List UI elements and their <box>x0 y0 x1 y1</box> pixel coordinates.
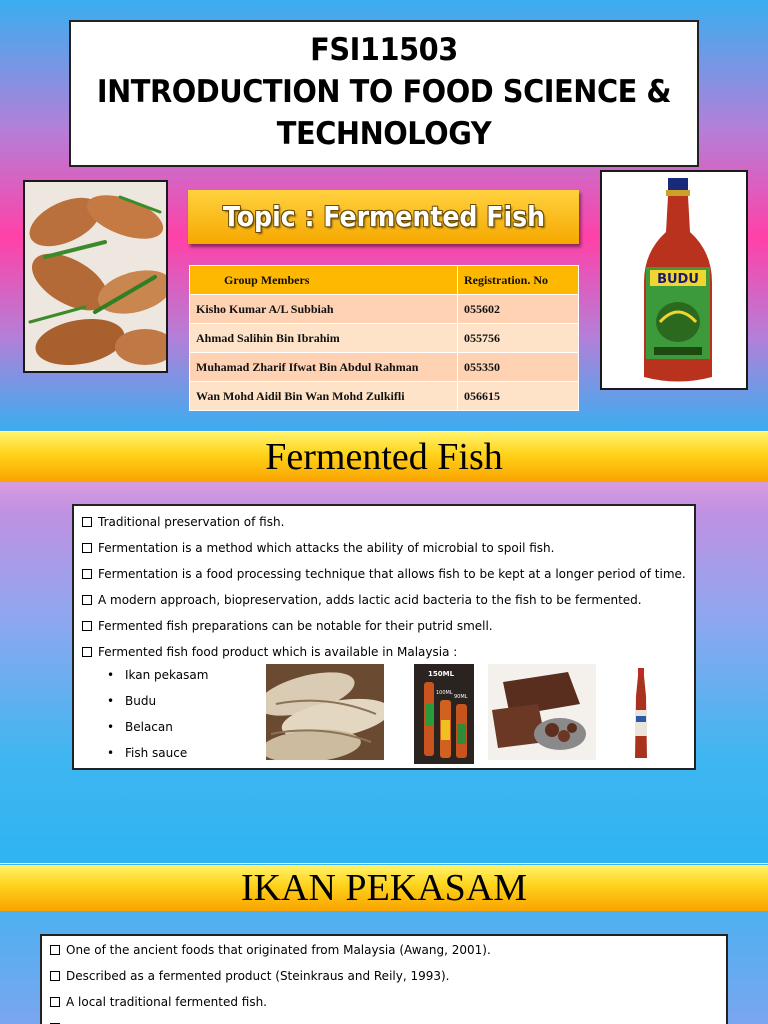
bottle-size-label: 100ML <box>436 690 453 696</box>
checkbox-bullet-icon <box>82 569 92 579</box>
slide-title <box>0 0 768 432</box>
member-name: Wan Mohd Aidil Bin Wan Mohd Zulkifli <box>190 382 458 411</box>
table-row <box>190 324 579 353</box>
bottle-label-text: BUDU <box>657 272 699 287</box>
fish-sauce-bottle-photo <box>629 666 653 762</box>
budu-bottle-photo <box>600 170 748 390</box>
member-name: Ahmad Salihin Bin Ibrahim <box>190 324 458 353</box>
bullet-item: Fermented fish preparations can be notable for their putrid smell. <box>82 617 694 643</box>
content-box <box>40 934 728 1024</box>
checkbox-bullet-icon <box>82 621 92 631</box>
member-reg-no: 055756 <box>458 324 579 353</box>
bullet-item <box>50 1019 726 1024</box>
header-registration-no: Registration. No <box>458 266 579 295</box>
topic-title: Topic : Fermented Fish <box>222 200 545 233</box>
slide-heading: Fermented Fish <box>0 432 768 482</box>
checkbox-bullet-icon <box>82 647 92 657</box>
checkbox-bullet-icon <box>50 997 60 1007</box>
member-reg-no: 055350 <box>458 353 579 382</box>
table-row <box>190 353 579 382</box>
member-name: Kisho Kumar A/L Subbiah <box>190 295 458 324</box>
table-header-row <box>190 266 579 295</box>
checkbox-bullet-icon <box>82 543 92 553</box>
list-item: • Fish sauce <box>107 744 208 770</box>
slide-ikan-pekasam <box>0 864 768 1024</box>
topic-banner <box>188 190 579 244</box>
bullet-item: Described as a fermented product (Steinkraus and Reily, 1993). <box>50 967 726 993</box>
table-row <box>190 382 579 411</box>
bottle-size-label: 90ML <box>454 694 468 700</box>
course-title-line-1: INTRODUCTION TO FOOD SCIENCE & <box>96 74 672 110</box>
title-box <box>69 20 699 167</box>
member-reg-no: 055602 <box>458 295 579 324</box>
checkbox-bullet-icon <box>82 595 92 605</box>
bullet-item: Fermentation is a method which attacks the ability of microbial to spoil fish. <box>82 539 694 565</box>
bullet-item: Fermented fish food product which is available in Malaysia : <box>82 643 694 669</box>
content-box <box>72 504 696 770</box>
bullet-item: A modern approach, biopreservation, adds lactic acid bacteria to the fish to be fermented. <box>82 591 694 617</box>
list-item: • Belacan <box>107 718 208 744</box>
bullet-item: Traditional preservation of fish. <box>82 513 694 539</box>
header-group-members: Group Members <box>190 266 458 295</box>
checkbox-bullet-icon <box>50 945 60 955</box>
bullet-item: Fermentation is a food processing technique that allows fish to be kept at a longer period of time. <box>82 565 694 591</box>
group-members-table <box>189 265 579 411</box>
belacan-photo <box>488 664 596 760</box>
list-item: • Budu <box>107 692 208 718</box>
checkbox-bullet-icon <box>50 971 60 981</box>
table-row <box>190 295 579 324</box>
bottle-size-label: 150ML <box>428 670 455 678</box>
product-list <box>107 666 208 770</box>
course-title-line-2: TECHNOLOGY <box>276 116 492 152</box>
slide-fermented-fish <box>0 432 768 864</box>
grilled-fish-photo <box>23 180 168 373</box>
budu-bottles-photo <box>414 664 474 764</box>
list-item: • Ikan pekasam <box>107 666 208 692</box>
ikan-pekasam-photo <box>266 664 384 760</box>
checkbox-bullet-icon <box>82 517 92 527</box>
member-name: Muhamad Zharif Ifwat Bin Abdul Rahman <box>190 353 458 382</box>
bullet-item: A local traditional fermented fish. <box>50 993 726 1019</box>
member-reg-no: 056615 <box>458 382 579 411</box>
slide-heading: IKAN PEKASAM <box>0 865 768 911</box>
bullet-item: One of the ancient foods that originated from Malaysia (Awang, 2001). <box>50 941 726 967</box>
course-code: FSI11503 <box>310 32 458 68</box>
